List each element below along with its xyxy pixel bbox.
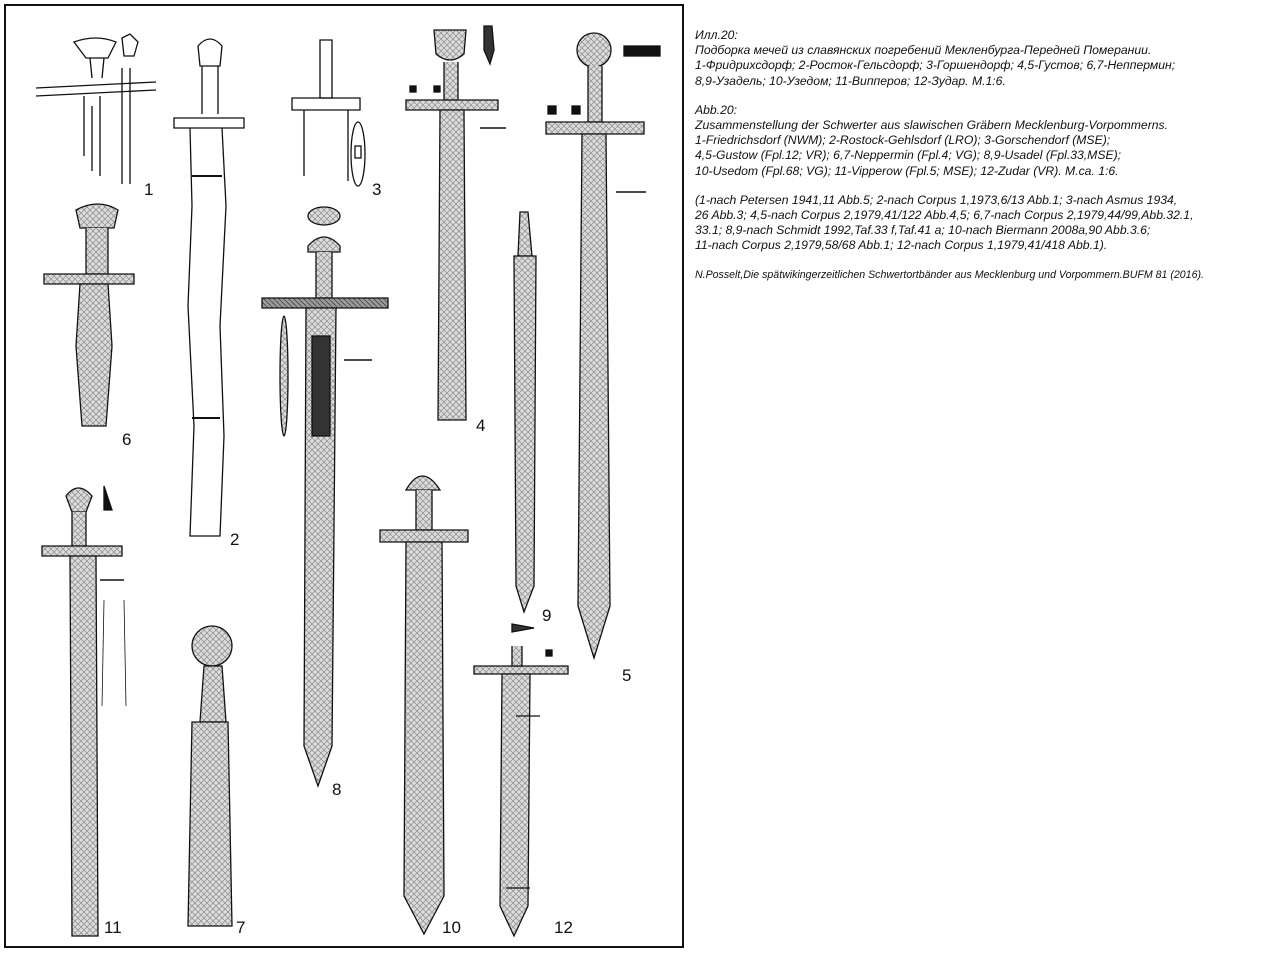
caption-references	[695, 193, 1270, 254]
figure-number-6: 6	[122, 430, 132, 449]
figure-number-8: 8	[332, 780, 342, 799]
sword-plate	[4, 4, 684, 948]
figure-number-9: 9	[542, 606, 552, 625]
caption-ru-title: Илл.20:	[695, 28, 738, 42]
caption-de-line: 1-Friedrichsdorf (NWM); 2-Rostock-Gehlsdorf (LRO); 3-Gorschendorf (MSE);	[695, 133, 1111, 148]
caption-ref-line: 11-nach Corpus 2,1979,58/68 Abb.1; 12-nach Corpus 1,1979,41/418 Abb.1).	[695, 238, 1108, 253]
sword-7	[188, 626, 232, 926]
figure-number-7: 7	[236, 918, 246, 937]
caption-ref-line: (1-nach Petersen 1941,11 Abb.5; 2-nach Corpus 1,1973,6/13 Abb.1; 3-nach Asmus 1934,	[695, 192, 1178, 207]
caption-ru-line: 8,9-Узадель; 10-Узедом; 11-Випперов; 12-Зудар. М.1:6.	[695, 73, 1006, 88]
sword-10	[380, 476, 468, 934]
sword-11	[42, 486, 126, 936]
caption-de-line: Zusammenstellung der Schwerter aus slawischen Gräbern Mecklenburg-Vorpommerns.	[695, 118, 1169, 133]
figure-number-12: 12	[554, 918, 573, 937]
figure-number-2: 2	[230, 530, 240, 549]
caption-source: N.Posselt,Die spätwikingerzeitlichen Schwertortbänder aus Mecklenburg und Vorpommern.BUFM 81 (2016).	[695, 268, 1204, 281]
sword-8	[262, 207, 388, 786]
sword-2	[174, 39, 244, 536]
figure-number-4: 4	[476, 416, 486, 435]
sword-drawings	[6, 6, 686, 950]
caption-ru-line: Подборка мечей из славянских погребений Мекленбурга-Передней Померании.	[695, 43, 1152, 58]
figure-number-5: 5	[622, 666, 632, 685]
caption-de-line: 4,5-Gustow (Fpl.12; VR); 6,7-Neppermin (Fpl.4; VG); 8,9-Usadel (Fpl.33,MSE);	[695, 148, 1122, 163]
figure-caption	[695, 28, 1270, 283]
caption-russian	[695, 28, 1270, 89]
caption-ru-line: 1-Фридрихсдорф; 2-Росток-Гельсдорф; 3-Горшендорф; 4,5-Густов; 6,7-Неппермин;	[695, 58, 1176, 73]
caption-german	[695, 103, 1270, 179]
figure-number-3: 3	[372, 180, 382, 199]
figure-number-11: 11	[104, 918, 122, 937]
caption-de-title: Abb.20:	[695, 102, 738, 117]
caption-de-line: 10-Usedom (Fpl.68; VG); 11-Vipperow (Fpl.5; MSE); 12-Zudar (VR). M.ca. 1:6.	[695, 163, 1119, 178]
sword-3	[292, 40, 365, 186]
figure-number-1: 1	[144, 180, 154, 199]
sword-12	[474, 624, 568, 936]
figure-number-10: 10	[442, 918, 461, 937]
sword-5	[546, 33, 660, 658]
caption-ref-line: 33.1; 8,9-nach Schmidt 1992,Taf.33 f,Taf.41 a; 10-nach Biermann 2008a,90 Abb.3.6;	[695, 223, 1151, 238]
caption-ref-line: 26 Abb.3; 4,5-nach Corpus 2,1979,41/122 Abb.4,5; 6,7-nach Corpus 2,1979,44/99,Abb.32.1,	[695, 208, 1194, 223]
sword-1	[36, 34, 156, 184]
sword-9	[514, 212, 536, 612]
sword-4	[406, 26, 506, 420]
sword-6	[44, 204, 134, 426]
